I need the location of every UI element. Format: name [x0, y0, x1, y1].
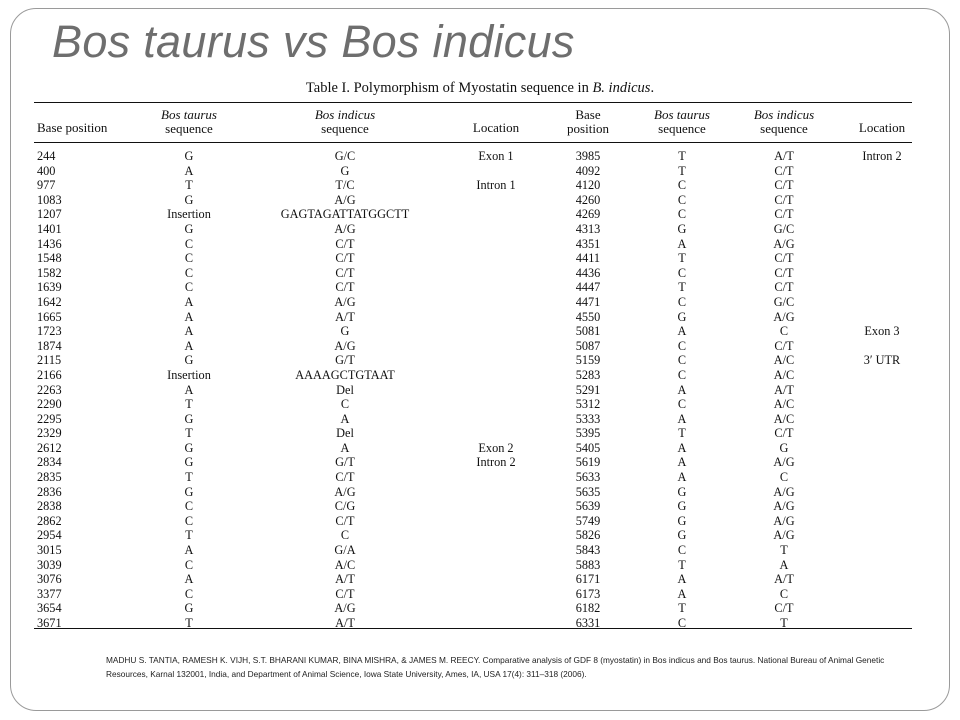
cell-bos-taurus-seq-2: A — [677, 440, 687, 455]
cell-bos-indicus-seq: C/T — [335, 251, 355, 266]
cell-base-position: 1436 — [37, 236, 62, 251]
cell-bos-taurus-seq: T — [185, 426, 193, 441]
cell-bos-taurus-seq: C — [184, 251, 194, 266]
table-row — [0, 324, 960, 339]
cell-bos-taurus-seq: C — [184, 265, 194, 280]
cell-base-position-2: 5635 — [575, 484, 601, 499]
cell-bos-indicus-seq: Del — [336, 426, 354, 441]
table-row — [0, 455, 960, 470]
cell-bos-taurus-seq-2: C — [677, 178, 687, 193]
table-row — [0, 616, 960, 631]
table-row — [0, 441, 960, 456]
header-bos-taurus-2 — [654, 108, 710, 136]
cell-base-position-2: 4351 — [575, 236, 601, 251]
cell-bos-taurus-seq: T — [185, 528, 193, 543]
table-row — [0, 193, 960, 208]
cell-base-position-2: 5333 — [575, 411, 601, 426]
cell-base-position-2: 5087 — [575, 338, 601, 353]
cell-bos-indicus-seq-2: A/G — [773, 528, 795, 543]
cell-base-position: 1401 — [37, 221, 62, 236]
cell-bos-indicus-seq-2: C/T — [774, 426, 794, 441]
cell-bos-indicus-seq-2: A/C — [773, 367, 795, 382]
cell-base-position-2: 3985 — [575, 149, 601, 163]
table-row — [0, 149, 960, 164]
cell-base-position: 2329 — [37, 426, 62, 441]
cell-base-position-2: 5291 — [575, 382, 601, 397]
cell-bos-indicus-seq-2: C/T — [774, 338, 794, 353]
cell-base-position-2: 5081 — [575, 324, 601, 339]
cell-base-position-2: 6173 — [575, 586, 601, 601]
cell-bos-indicus-seq: A/G — [334, 601, 356, 616]
cell-bos-indicus-seq-2: G — [779, 440, 789, 455]
cell-location-2: Intron 2 — [862, 149, 902, 163]
cell-bos-taurus-seq: A — [184, 543, 194, 558]
table-top-rule — [34, 102, 912, 103]
cell-base-position: 1083 — [37, 192, 62, 207]
table-row — [0, 412, 960, 427]
cell-base-position-2: 5405 — [575, 440, 601, 455]
table-row — [0, 237, 960, 252]
cell-base-position-2: 5639 — [575, 499, 601, 514]
cell-bos-indicus-seq: A/T — [335, 309, 355, 324]
cell-base-position-2: 4411 — [575, 251, 601, 266]
cell-base-position-2: 5283 — [575, 367, 601, 382]
cell-bos-taurus-seq: Insertion — [167, 367, 211, 382]
table-row — [0, 572, 960, 587]
cell-base-position: 1723 — [37, 324, 62, 339]
cell-base-position-2: 4313 — [575, 221, 601, 236]
cell-bos-taurus-seq: Insertion — [167, 207, 211, 222]
cell-bos-taurus-seq-2: A — [677, 236, 687, 251]
cell-bos-taurus-seq-2: A — [677, 586, 687, 601]
cell-base-position-2: 4436 — [575, 265, 601, 280]
cell-base-position: 3015 — [37, 543, 62, 558]
cell-bos-taurus-seq-2: C — [677, 265, 687, 280]
cell-bos-indicus-seq-2: C/T — [774, 601, 794, 616]
cell-bos-taurus-seq: T — [185, 397, 193, 412]
cell-bos-indicus-seq: G/A — [334, 543, 356, 558]
header-base-position: Base position — [37, 120, 108, 135]
cell-base-position: 2612 — [37, 440, 62, 455]
cell-bos-indicus-seq-2: A/T — [774, 572, 794, 587]
cell-bos-taurus-seq: C — [184, 280, 194, 295]
cell-bos-taurus-seq: A — [184, 572, 194, 587]
cell-bos-taurus-seq-2: A — [677, 455, 687, 470]
cell-bos-taurus-seq-2: G — [677, 484, 687, 499]
cell-base-position: 2834 — [37, 455, 62, 470]
cell-bos-indicus-seq-2: C/T — [774, 192, 794, 207]
cell-bos-taurus-seq-2: C — [677, 192, 687, 207]
cell-base-position: 2263 — [37, 382, 62, 397]
cell-bos-indicus-seq-2: A/G — [773, 236, 795, 251]
cell-bos-taurus-seq-2: C — [677, 207, 687, 222]
cell-bos-indicus-seq-2: A/C — [773, 397, 795, 412]
cell-base-position: 977 — [37, 178, 56, 193]
table-row — [0, 178, 960, 193]
cell-bos-indicus-seq: A/G — [334, 484, 356, 499]
cell-bos-indicus-seq-2: A/G — [773, 513, 795, 528]
cell-bos-indicus-seq: G — [340, 324, 350, 339]
cell-bos-indicus-seq: C/T — [335, 280, 355, 295]
cell-base-position-2: 5843 — [575, 543, 601, 558]
cell-bos-taurus-seq: A — [184, 324, 194, 339]
cell-bos-indicus-seq-2: C/T — [774, 207, 794, 222]
cell-bos-indicus-seq-2: C/T — [774, 265, 794, 280]
cell-bos-indicus-seq: C — [340, 528, 350, 543]
cell-bos-taurus-seq: C — [184, 586, 194, 601]
citation: MADHU S. TANTIA, RAMESH K. VIJH, S.T. BHARANI KUMAR, BINA MISHRA, & JAMES M. REECY. Comparative analysis of GDF 8 (myostatin) in Bos indicus and Bos taurus. National Bureau of Animal Genetic Resources, Karnal 132001, India, and Department of Animal Science, Iowa State University, Ames, IA, USA 17(4): 311–318 (2006). — [106, 655, 885, 679]
cell-bos-indicus-seq: AAAAGCTGTAAT — [295, 367, 395, 382]
table-row — [0, 383, 960, 398]
slide-title: Bos taurus vs Bos indicus — [52, 16, 575, 67]
cell-base-position: 3377 — [37, 586, 62, 601]
cell-base-position: 244 — [37, 149, 56, 163]
header-bos-taurus-2-line2: sequence — [658, 121, 706, 136]
cell-base-position: 3039 — [37, 557, 62, 572]
table-row — [0, 207, 960, 222]
cell-bos-indicus-seq: C — [340, 397, 350, 412]
cell-bos-taurus-seq: G — [184, 221, 194, 236]
table-row — [0, 470, 960, 485]
cell-bos-taurus-seq: G — [184, 601, 194, 616]
cell-bos-taurus-seq-2: T — [678, 163, 686, 178]
cell-bos-indicus-seq-2: C — [779, 324, 789, 339]
cell-bos-indicus-seq: Del — [336, 382, 354, 397]
header-bos-indicus-line1: Bos indicus — [314, 107, 376, 122]
cell-base-position-2: 5312 — [575, 397, 601, 412]
cell-bos-taurus-seq-2: C — [677, 616, 687, 630]
cell-bos-indicus-seq-2: A/T — [774, 382, 794, 397]
cell-bos-taurus-seq: T — [185, 178, 193, 193]
cell-base-position: 1207 — [37, 207, 62, 222]
header-bos-taurus-2-line1: Bos taurus — [654, 107, 710, 122]
table-row — [0, 514, 960, 529]
header-bos-taurus-line2: sequence — [165, 121, 213, 136]
caption-suffix: . — [650, 80, 655, 96]
cell-bos-taurus-seq: C — [184, 236, 194, 251]
cell-base-position-2: 6171 — [575, 572, 601, 587]
cell-bos-indicus-seq-2: C/T — [774, 163, 794, 178]
table-row — [0, 310, 960, 325]
cell-bos-taurus-seq-2: G — [677, 499, 687, 514]
header-base-line1: Base — [575, 107, 601, 122]
cell-base-position: 1874 — [37, 338, 62, 353]
cell-bos-indicus-seq-2: G/C — [773, 221, 795, 236]
cell-base-position-2: 6182 — [575, 601, 601, 616]
cell-base-position: 2295 — [37, 411, 62, 426]
cell-bos-taurus-seq: G — [184, 353, 194, 368]
cell-bos-taurus-seq-2: T — [678, 426, 686, 441]
cell-base-position-2: 4120 — [575, 178, 601, 193]
cell-base-position-2: 5826 — [575, 528, 601, 543]
cell-bos-indicus-seq: T/C — [335, 178, 355, 193]
cell-bos-taurus-seq-2: T — [678, 557, 686, 572]
cell-bos-taurus-seq-2: G — [677, 513, 687, 528]
cell-bos-taurus-seq-2: A — [677, 470, 687, 485]
cell-base-position: 2838 — [37, 499, 62, 514]
cell-bos-indicus-seq-2: T — [780, 616, 788, 630]
cell-bos-taurus-seq-2: T — [678, 280, 686, 295]
cell-base-position: 2836 — [37, 484, 62, 499]
cell-bos-taurus-seq: G — [184, 149, 194, 163]
cell-bos-indicus-seq-2: C — [779, 470, 789, 485]
table-row — [0, 558, 960, 573]
cell-location: Intron 2 — [476, 455, 516, 470]
cell-bos-indicus-seq: A/G — [334, 221, 356, 236]
cell-bos-indicus-seq-2: A/G — [773, 309, 795, 324]
cell-bos-indicus-seq-2: A/G — [773, 499, 795, 514]
cell-bos-indicus-seq: A/G — [334, 192, 356, 207]
cell-bos-indicus-seq: C/T — [335, 265, 355, 280]
cell-bos-taurus-seq: A — [184, 382, 194, 397]
cell-bos-taurus-seq-2: C — [677, 397, 687, 412]
table-row — [0, 280, 960, 295]
cell-bos-taurus-seq: A — [184, 338, 194, 353]
cell-base-position-2: 4269 — [575, 207, 601, 222]
cell-base-position: 2166 — [37, 367, 62, 382]
cell-bos-taurus-seq-2: C — [677, 338, 687, 353]
cell-base-position: 2835 — [37, 470, 62, 485]
cell-base-position: 400 — [37, 163, 56, 178]
table-row — [0, 426, 960, 441]
cell-base-position-2: 4550 — [575, 309, 601, 324]
cell-base-position: 3654 — [37, 601, 62, 616]
cell-bos-indicus-seq-2: C/T — [774, 251, 794, 266]
cell-location: Intron 1 — [476, 178, 516, 193]
table-row — [0, 601, 960, 616]
header-bos-indicus-2-line2: sequence — [760, 121, 808, 136]
cell-base-position-2: 5749 — [575, 513, 601, 528]
cell-bos-indicus-seq-2: C/T — [774, 178, 794, 193]
cell-base-position: 3076 — [37, 572, 62, 587]
caption-prefix: Table I. Polymorphism of Myostatin sequence in — [305, 80, 593, 96]
cell-base-position-2: 6331 — [575, 616, 601, 630]
table-row — [0, 543, 960, 558]
table-caption — [0, 80, 960, 97]
table-row — [0, 266, 960, 281]
table-row — [0, 295, 960, 310]
table-body — [0, 149, 960, 631]
cell-bos-indicus-seq: C/G — [334, 499, 356, 514]
caption-species: B. indicus — [592, 80, 651, 96]
cell-base-position: 2862 — [37, 513, 62, 528]
cell-base-position: 1665 — [37, 309, 62, 324]
cell-base-position: 3671 — [37, 616, 62, 630]
header-bos-indicus-2 — [754, 108, 814, 136]
cell-bos-indicus-seq: A/G — [334, 294, 356, 309]
cell-base-position: 1642 — [37, 294, 62, 309]
cell-base-position: 2290 — [37, 397, 62, 412]
header-location: Location — [472, 120, 520, 135]
table-row — [0, 164, 960, 179]
cell-bos-taurus-seq: A — [184, 294, 194, 309]
cell-bos-indicus-seq: A/C — [334, 557, 356, 572]
header-base-position-2 — [567, 108, 609, 136]
cell-bos-taurus-seq-2: A — [677, 324, 687, 339]
cell-bos-indicus-seq: A/T — [335, 572, 355, 587]
cell-bos-taurus-seq-2: C — [677, 543, 687, 558]
cell-bos-taurus-seq: G — [184, 411, 194, 426]
cell-bos-taurus-seq: G — [184, 192, 194, 207]
table-row — [0, 368, 960, 383]
cell-bos-taurus-seq: T — [185, 616, 193, 630]
cell-bos-taurus-seq-2: A — [677, 382, 687, 397]
cell-bos-indicus-seq: A/T — [335, 616, 355, 630]
cell-bos-indicus-seq: A — [340, 440, 350, 455]
table-row — [0, 397, 960, 412]
cell-bos-taurus-seq-2: T — [678, 149, 686, 163]
cell-bos-indicus-seq-2: T — [780, 543, 788, 558]
cell-bos-taurus-seq-2: T — [678, 251, 686, 266]
cell-bos-indicus-seq: GAGTAGATTATGGCTT — [280, 207, 410, 222]
cell-bos-indicus-seq-2: G/C — [773, 294, 795, 309]
cell-bos-indicus-seq-2: A/G — [773, 484, 795, 499]
cell-base-position-2: 5619 — [575, 455, 601, 470]
cell-base-position-2: 5395 — [575, 426, 601, 441]
cell-location-2: Exon 3 — [864, 324, 900, 339]
cell-bos-taurus-seq: A — [184, 309, 194, 324]
cell-bos-taurus-seq: G — [184, 455, 194, 470]
cell-bos-taurus-seq-2: G — [677, 309, 687, 324]
cell-bos-taurus-seq-2: T — [678, 601, 686, 616]
cell-bos-taurus-seq-2: A — [677, 572, 687, 587]
table-row — [0, 499, 960, 514]
header-bos-indicus — [315, 108, 375, 136]
header-location-2: Location — [858, 120, 906, 135]
cell-bos-taurus-seq-2: C — [677, 353, 687, 368]
cell-base-position-2: 5883 — [575, 557, 601, 572]
table-row — [0, 339, 960, 354]
cell-base-position-2: 4471 — [575, 294, 601, 309]
table-row — [0, 528, 960, 543]
cell-location: Exon 2 — [478, 440, 514, 455]
cell-bos-taurus-seq: C — [184, 513, 194, 528]
cell-base-position-2: 4447 — [575, 280, 601, 295]
cell-bos-taurus-seq-2: G — [677, 221, 687, 236]
cell-bos-taurus-seq: A — [184, 163, 194, 178]
cell-base-position-2: 5633 — [575, 470, 601, 485]
cell-bos-indicus-seq-2: A/G — [773, 455, 795, 470]
cell-bos-indicus-seq: A/G — [334, 338, 356, 353]
cell-bos-indicus-seq: C/T — [335, 236, 355, 251]
cell-bos-indicus-seq-2: A/T — [774, 149, 794, 163]
cell-bos-indicus-seq: G/T — [335, 455, 355, 470]
cell-bos-taurus-seq: T — [185, 470, 193, 485]
cell-base-position: 1548 — [37, 251, 62, 266]
cell-bos-indicus-seq: C/T — [335, 586, 355, 601]
cell-bos-indicus-seq: G — [340, 163, 350, 178]
table-row — [0, 485, 960, 500]
cell-bos-taurus-seq: G — [184, 440, 194, 455]
cell-bos-indicus-seq: A — [340, 411, 350, 426]
cell-bos-taurus-seq: C — [184, 499, 194, 514]
header-position-line2: position — [567, 121, 609, 136]
cell-bos-indicus-seq: C/T — [335, 470, 355, 485]
table-row — [0, 251, 960, 266]
cell-base-position-2: 5159 — [575, 353, 601, 368]
table-header-rule — [34, 142, 912, 143]
cell-bos-indicus-seq: G/T — [335, 353, 355, 368]
header-bos-taurus — [161, 108, 217, 136]
table-row — [0, 222, 960, 237]
cell-bos-indicus-seq-2: A — [779, 557, 789, 572]
cell-bos-taurus-seq: G — [184, 484, 194, 499]
table-row — [0, 587, 960, 602]
cell-location: Exon 1 — [478, 149, 514, 163]
table-row — [0, 353, 960, 368]
cell-bos-indicus-seq-2: C — [779, 586, 789, 601]
cell-bos-indicus-seq: C/T — [335, 513, 355, 528]
cell-base-position: 1582 — [37, 265, 62, 280]
header-bos-indicus-line2: sequence — [321, 121, 369, 136]
cell-bos-indicus-seq: G/C — [334, 149, 356, 163]
cell-bos-taurus-seq: C — [184, 557, 194, 572]
header-bos-indicus-2-line1: Bos indicus — [753, 107, 815, 122]
cell-base-position: 2954 — [37, 528, 62, 543]
cell-base-position: 1639 — [37, 280, 62, 295]
cell-base-position: 2115 — [37, 353, 62, 368]
cell-bos-taurus-seq-2: C — [677, 367, 687, 382]
cell-bos-taurus-seq-2: A — [677, 411, 687, 426]
cell-base-position-2: 4260 — [575, 192, 601, 207]
cell-bos-taurus-seq-2: C — [677, 294, 687, 309]
cell-bos-indicus-seq-2: A/C — [773, 411, 795, 426]
cell-base-position-2: 4092 — [575, 163, 601, 178]
cell-location-2: 3′ UTR — [863, 353, 901, 368]
header-bos-taurus-line1: Bos taurus — [161, 107, 217, 122]
cell-bos-indicus-seq-2: A/C — [773, 353, 795, 368]
cell-bos-indicus-seq-2: C/T — [774, 280, 794, 295]
cell-bos-taurus-seq-2: G — [677, 528, 687, 543]
